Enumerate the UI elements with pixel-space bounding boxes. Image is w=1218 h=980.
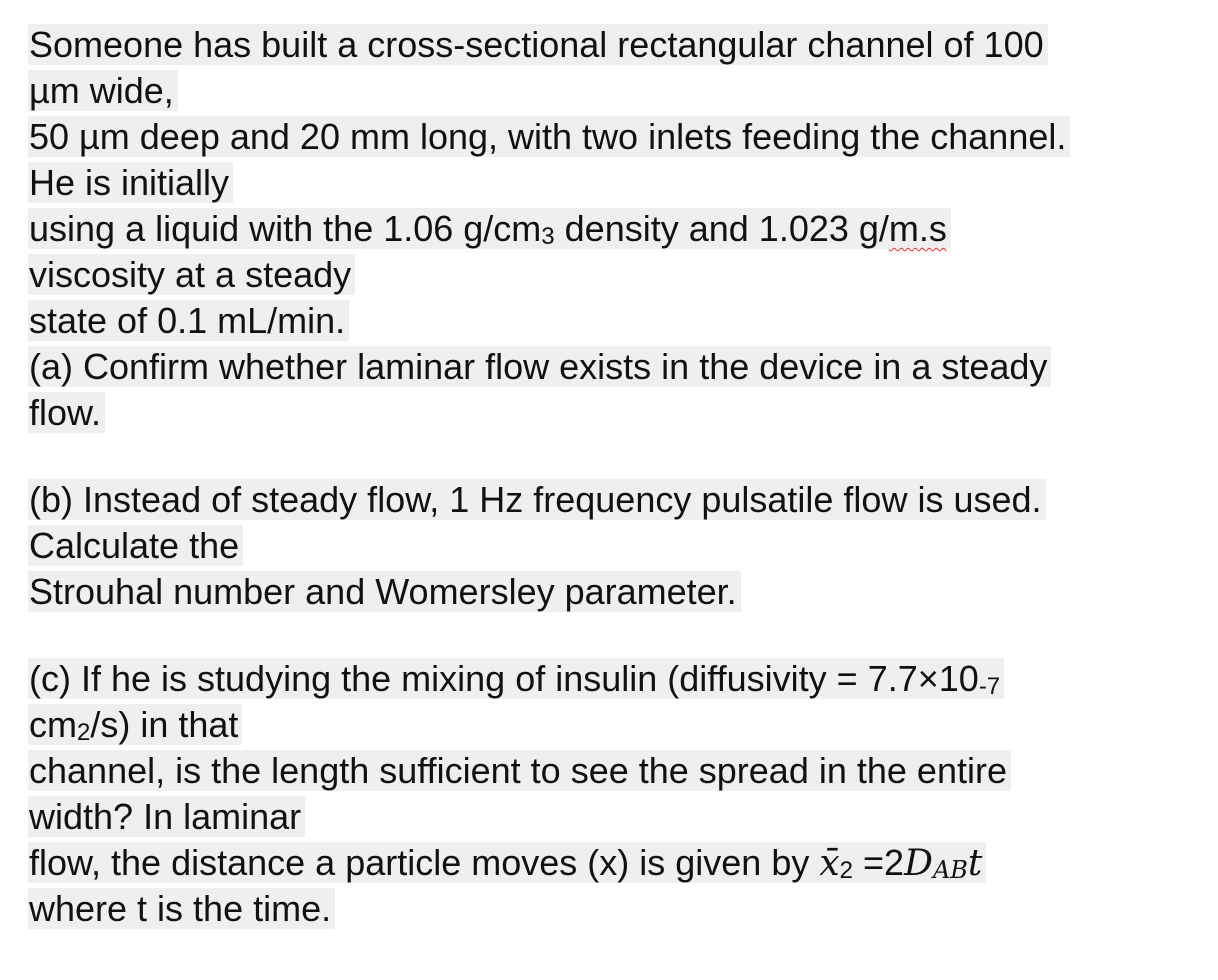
text-diffusivity: (c) If he is studying the mixing of insulin (diffusivity = 7.7×10 bbox=[29, 658, 979, 699]
text-run bbox=[28, 842, 986, 883]
text-run bbox=[28, 658, 1004, 699]
text-run: width? In laminar bbox=[28, 796, 305, 837]
part-b-line-2 bbox=[28, 523, 1198, 569]
part-b-line-3 bbox=[28, 569, 1198, 615]
part-c-line-3 bbox=[28, 748, 1198, 794]
paragraph-gap bbox=[28, 615, 1198, 656]
text-run: channel, is the length sufficient to see the spread in the entire bbox=[28, 750, 1011, 791]
math-d: D bbox=[904, 843, 933, 884]
subscript-2: 2 bbox=[839, 857, 854, 884]
paragraph-intro-line-2 bbox=[28, 68, 1198, 114]
exponent-minus-7: -7 bbox=[978, 673, 1001, 700]
text-viscosity: density and 1.023 g/ bbox=[554, 208, 889, 249]
math-t: t bbox=[967, 843, 983, 884]
text-run bbox=[28, 704, 242, 745]
text-unit-cm: cm bbox=[29, 704, 77, 745]
text-equals-two: =2 bbox=[853, 842, 905, 883]
part-c-line-2 bbox=[28, 702, 1198, 748]
text-run: (a) Confirm whether laminar flow exists in the device in a steady bbox=[28, 346, 1051, 387]
text-distance: flow, the distance a particle moves (x) is given by bbox=[29, 842, 820, 883]
paragraph-intro-line-6 bbox=[28, 252, 1198, 298]
text-run: (b) Instead of steady flow, 1 Hz frequency pulsatile flow is used. bbox=[28, 479, 1046, 520]
text-run: Strouhal number and Womersley parameter. bbox=[28, 571, 741, 612]
part-c-line-5 bbox=[28, 840, 1198, 886]
part-c-line-1 bbox=[28, 656, 1198, 702]
subscript-2: 2 bbox=[77, 719, 91, 746]
text-run: Someone has built a cross-sectional rectangular channel of 100 bbox=[28, 24, 1048, 65]
text-run: 50 µm deep and 20 mm long, with two inlets feeding the channel. bbox=[28, 116, 1070, 157]
text-density: using a liquid with the 1.06 g/cm bbox=[29, 208, 542, 249]
text-run: He is initially bbox=[28, 162, 233, 203]
paragraph-intro-line-4 bbox=[28, 160, 1198, 206]
part-c-line-4 bbox=[28, 794, 1198, 840]
part-c-line-6 bbox=[28, 886, 1198, 932]
paragraph-gap bbox=[28, 436, 1198, 477]
paragraph-intro-line-1 bbox=[28, 22, 1198, 68]
text-run: viscosity at a steady bbox=[28, 254, 355, 295]
paragraph-intro-line-7 bbox=[28, 298, 1198, 344]
text-run: state of 0.1 mL/min. bbox=[28, 300, 349, 341]
paragraph-intro-line-3 bbox=[28, 114, 1198, 160]
paragraph-intro-line-5 bbox=[28, 206, 1198, 252]
subscript-3: 3 bbox=[541, 223, 555, 250]
text-run: where t is the time. bbox=[28, 888, 335, 929]
text-in-that: /s) in that bbox=[90, 704, 239, 745]
part-a-line-2 bbox=[28, 390, 1198, 436]
text-run: flow. bbox=[28, 392, 105, 433]
part-b-line-1 bbox=[28, 477, 1198, 523]
part-a-line-1 bbox=[28, 344, 1198, 390]
document-body bbox=[28, 22, 1198, 932]
text-run: µm wide, bbox=[28, 70, 178, 111]
text-run bbox=[28, 208, 951, 249]
text-run: Calculate the bbox=[28, 525, 243, 566]
math-x-bar: x̄ bbox=[819, 843, 840, 884]
math-subscript-ab: AB bbox=[932, 856, 968, 884]
spellcheck-underlined-unit: m.s bbox=[888, 208, 947, 249]
